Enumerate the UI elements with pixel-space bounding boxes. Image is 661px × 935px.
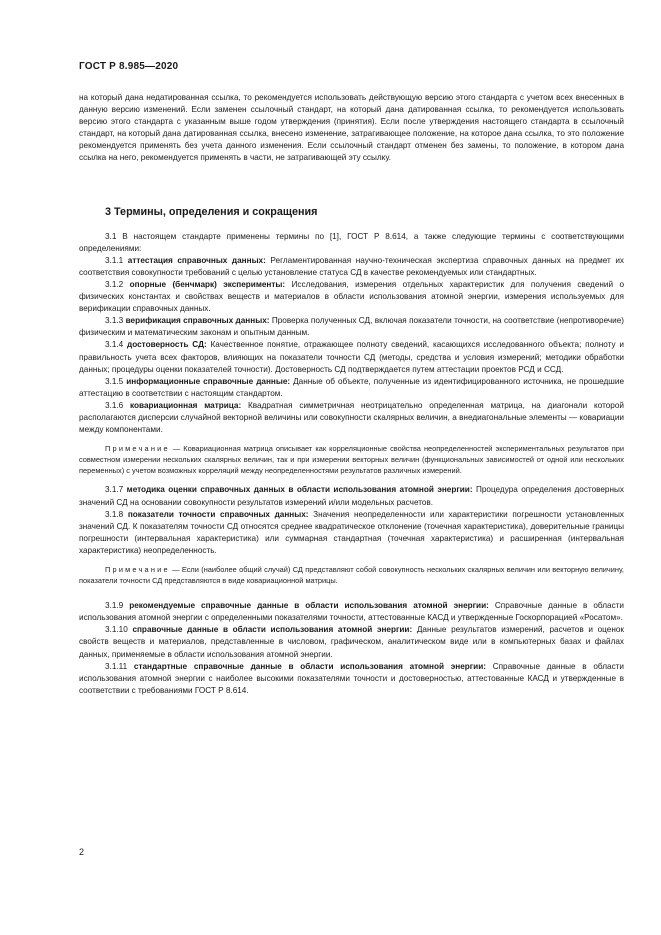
clause-3-1-6: [79, 400, 624, 436]
clause-3-1-7: [79, 484, 624, 508]
clause-3-1-9: [79, 600, 624, 624]
note-text: — Ковариационная матрица описывает как корреляционные свойства неопределенностей экспериментальных результатов при совместном измерении нескольких скалярных величин, так и при измерении векторных величин (функциональных зависимостей от одной или нескольких переменных) с учетом возможных корреляций между неопределенностями результатов различных измерений.: [79, 444, 624, 476]
definition: Исследования, измерения отдельных характеристик для получения сведений о физических константах и свойствах веществ и материалов в области использования атомной энергии, измерения используемых для верификации справочных данных.: [79, 279, 625, 314]
clause-number: 3.1.5: [105, 376, 124, 386]
term: ковариационная матрица:: [130, 400, 242, 410]
note-text: — Если (наиболее общий случай) СД представляют собой совокупность нескольких скалярных величин или векторную величину, показатели точности СД представляются в виде ковариационной матрицы.: [79, 565, 624, 586]
clause-number: 3.1.2: [105, 279, 124, 289]
note-accuracy: [79, 564, 624, 586]
clause-3-1-10: [79, 624, 624, 660]
clause-number: 3.1.11: [105, 661, 128, 671]
clause-3-1-5: [79, 376, 624, 400]
clause-number: 3.1.8: [105, 509, 124, 519]
term: показатели точности справочных данных:: [127, 509, 309, 519]
clause-number: 3.1.10: [105, 625, 128, 635]
term: верификация справочных данных:: [125, 316, 270, 326]
definition: Данные результатов измерений, расчетов и оценок свойств веществ и материалов, представленные в числовом, графическом, аналитическом виде или в компьютерных базах и файлах данных, применяемые в области использования атомной энергии.: [79, 625, 624, 659]
clause-3-1-4: [79, 339, 624, 375]
term: справочные данные в области использования атомной энергии:: [132, 625, 413, 635]
term: опорные (бенчмарк) эксперименты:: [129, 279, 286, 289]
term: методика оценки справочных данных в области использования атомной энергии:: [126, 485, 473, 495]
definition: Значения неопределенности или характеристики погрешности установленных значений СД. К показателям точности СД относятся среднее квадратическое отклонение (точечная характеристика), доверительные границы погрешности (интервальная характеристика) или суммарная стандартная (точечная характеристика) и расширенная (интервальная характеристика) неопределенность.: [79, 509, 625, 555]
note-label: Примечание: [105, 444, 170, 454]
clause-number: 3.1.1: [105, 255, 124, 265]
clause-number: 3.1.9: [105, 601, 124, 611]
clause-number: 3.1.3: [105, 316, 124, 326]
clause-3-1-11: [79, 661, 624, 697]
clause-3-1-3: [79, 315, 624, 339]
term: рекомендуемые справочные данные в области использования атомной энергии:: [129, 601, 489, 611]
clause-number: 3.1.7: [105, 485, 124, 495]
section-title: 3 Термины, определения и сокращения: [105, 205, 318, 218]
definition: Процедура определения достоверных значений СД на основании совокупности результатов измерений и/или модельных расчетов.: [79, 485, 624, 507]
definition: Проверка полученных СД, включая показатели точности, на соответствие (непротиворечие) физическим и математическим законам и опытным данным.: [79, 316, 624, 338]
term: достоверность СД:: [127, 340, 207, 350]
term: аттестация справочных данных:: [127, 255, 266, 265]
clause-3-1-1: [79, 255, 624, 279]
document-header: ГОСТ Р 8.985—2020: [79, 61, 179, 72]
definition: Справочные данные в области использования атомной энергии с определенными показателями точности, аттестованные КАСД и утвержденные Госкорпорацией «Росатом».: [79, 601, 624, 623]
definition: Квадратная симметричная неотрицательно определенная матрица, на диагонали которой располагаются дисперсии случайной векторной величины или совокупности скалярных величин, а внедиагональные элементы — ковариации между компонентами.: [79, 400, 624, 435]
clause-number: 3.1.6: [105, 400, 124, 410]
clause-3-1: 3.1 В настоящем стандарте применены термины по [1], ГОСТ Р 8.614, а также следующие термины с соответствующими определениями:: [79, 231, 624, 253]
definition: Регламентированная научно-техническая экспертиза справочных данных на предмет их соответствия совокупности требований с целью установление статуса СД в качестве рекомендуемых или стандартных.: [79, 255, 625, 277]
definition: Справочные данные в области использования атомной энергии с наиболее высокими показателями точности и достоверностью, аттестованные КАСД и утвержденные в соответствии с требованиями ГОСТ Р 8.614.: [79, 661, 624, 695]
note-covariance: [79, 443, 624, 476]
definition: Данные об объекте, полученные из идентифицированного источника, не прошедшие аттестацию в соответствии с настоящим стандартом.: [79, 376, 624, 398]
clause-3-1-2: [79, 279, 624, 315]
term: стандартные справочные данные в области использования атомной энергии:: [133, 661, 486, 671]
page-number: 2: [79, 847, 85, 857]
note-label: Примечание: [105, 565, 170, 574]
term: информационные справочные данные:: [126, 376, 291, 386]
clause-3-1-8: [79, 509, 624, 557]
intro-paragraph: на который дана недатированная ссылка, то рекомендуется использовать действующую версию этого стандарта с учетом всех внесенных в данную версию изменений. Если заменен ссылочный стандарт, на который дана датированная ссылка, то рекомендуется использовать версию этого стандарта с указанным выше годом утверждения (принятия). Если после утверждения настоящего стандарта в ссылочный стандарт, на который дана датированная ссылка, внесено изменение, затрагивающее положение, на которое дана ссылка, то это положение рекомендуется применять без учета данного изменения. Если ссылочный стандарт отменен без замены, то положение, в котором дана ссылка на него, рекомендуется применять в части, не затрагивающей эту ссылку.: [79, 93, 624, 163]
clause-number: 3.1.4: [105, 340, 124, 350]
document-body: [79, 92, 624, 697]
definition: Качественное понятие, отражающее полноту сведений, касающихся исследованного объекта; полноту и правильность учета всех факторов, влияющих на показатели точности СД (методы, средства и условия измерений; методики обработки данных; процедуры оценки показателей точности). Достоверность СД подтверждается путем аттестации проектов РСД и ССД.: [79, 340, 624, 374]
